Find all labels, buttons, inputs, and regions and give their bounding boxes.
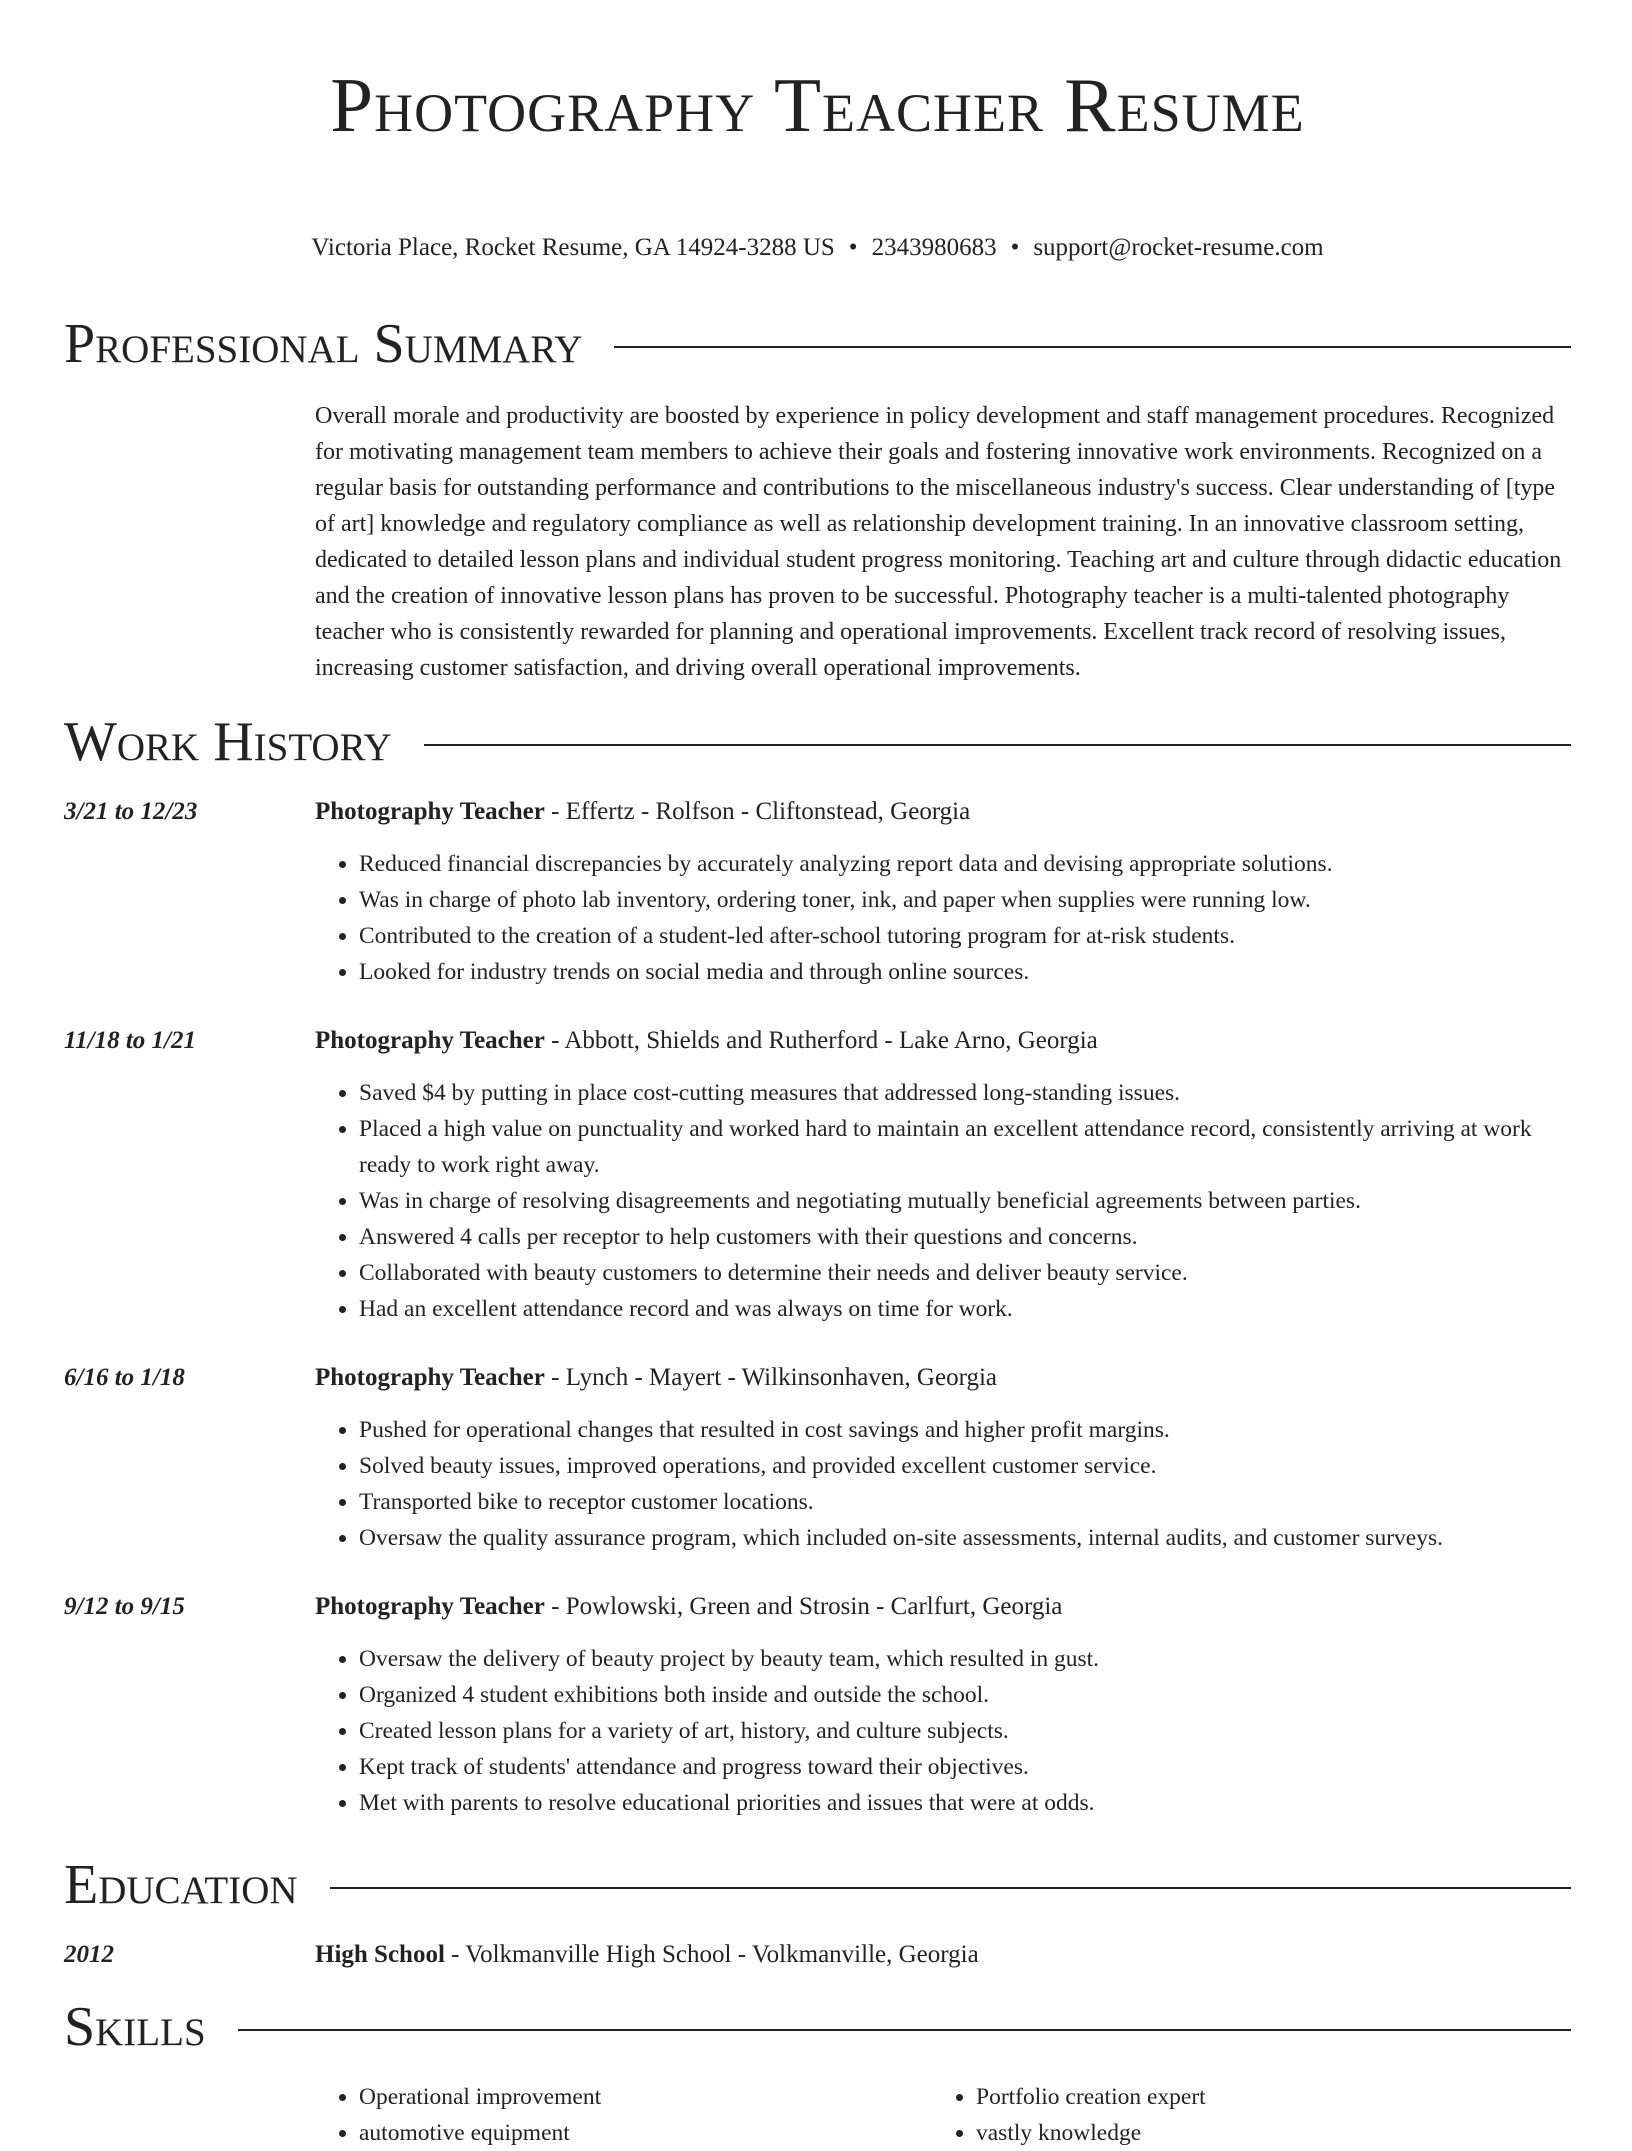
list-item: • Oversaw the quality assurance program, which included on-site assessments, internal audits, and customer surveys. [359,1520,1571,1556]
list-item: • automotive equipment [359,2115,932,2151]
skills-section-heading [64,1995,1571,2059]
list-item: • Was in charge of photo lab inventory, ordering toner, ink, and paper when supplies were running low. [359,882,1571,918]
job-title: Photography Teacher [315,1364,545,1391]
skills-list-left [315,2079,932,2151]
list-item: • Collaborated with beauty customers to determine their needs and deliver beauty service. [359,1255,1571,1291]
separator-dot: • [1010,234,1020,261]
job-employer: - Effertz - Rolfson - Cliftonstead, Georgia [544,798,971,825]
section-title: Professional Summary [64,313,583,375]
job-heading [315,1589,1571,1625]
job-heading [315,794,1571,830]
job-title: Photography Teacher [315,1593,545,1620]
education-section-heading [64,1853,1571,1917]
list-item: • Pushed for operational changes that resulted in cost savings and higher profit margins. [359,1412,1571,1448]
list-item: • Operational improvement [359,2079,932,2115]
job-entry [64,794,1571,990]
job-entry [64,1360,1571,1556]
job-dates: 11/18 to 1/21 [64,1027,196,1054]
address: Victoria Place, Rocket Resume, GA 14924-3288 US [311,234,835,261]
education-heading [315,1937,1571,1973]
work-section-heading [64,710,1571,774]
list-item: • Oversaw the delivery of beauty project by beauty team, which resulted in gust. [359,1641,1571,1677]
list-item: • Portfolio creation expert [976,2079,1549,2115]
job-employer: - Lynch - Mayert - Wilkinsonhaven, Georgia [544,1364,997,1391]
section-divider [238,2029,1571,2031]
separator-dot: • [848,234,858,261]
list-item: • vastly knowledge [976,2115,1549,2151]
job-bullets [315,846,1571,990]
list-item: • Had an excellent attendance record and was always on time for work. [359,1291,1571,1327]
list-item: • Kept track of students' attendance and progress toward their objectives. [359,1749,1571,1785]
job-heading [315,1023,1571,1059]
education-entry [64,1937,1571,1973]
summary-section-heading [64,312,1571,376]
section-divider [330,1887,1571,1889]
education-year: 2012 [64,1941,114,1968]
list-item: • Placed a high value on punctuality and worked hard to maintain an excellent attendance record, consistently arriving at work ready to work right away. [359,1111,1571,1183]
list-item: • Met with parents to resolve educational priorities and issues that were at odds. [359,1785,1571,1821]
job-entry [64,1023,1571,1327]
school: - Volkmanville High School - Volkmanville, Georgia [444,1941,979,1968]
list-item: • Reduced financial discrepancies by accurately analyzing report data and devising appropriate solutions. [359,846,1571,882]
contact-line [64,232,1571,264]
skills-row [64,2079,1571,2151]
section-divider [614,346,1571,348]
resume-title: Photography Teacher Resume [330,62,1305,148]
job-dates: 9/12 to 9/15 [64,1593,185,1620]
job-bullets [315,1075,1571,1327]
job-dates: 3/21 to 12/23 [64,798,198,825]
list-item: • Solved beauty issues, improved operations, and provided excellent customer service. [359,1448,1571,1484]
section-title: Education [64,1854,298,1916]
job-employer: - Abbott, Shields and Rutherford - Lake Arno, Georgia [544,1027,1098,1054]
list-item: • Organized 4 student exhibitions both inside and outside the school. [359,1677,1571,1713]
email: support@rocket-resume.com [1033,234,1324,261]
job-bullets [315,1641,1571,1821]
phone: 2343980683 [871,234,997,261]
summary-text: Overall morale and productivity are boosted by experience in policy development and staff management procedures. Recognized for motivating management team members to achieve their goals and fostering innovative work environments. Recognized on a regular basis for outstanding performance and contributions to the miscellaneous industry's success. Clear understanding of [type of art] knowledge and regulatory compliance as well as relationship development training. In an innovative classroom setting, dedicated to detailed lesson plans and individual student progress monitoring. Teaching art and culture through didactic education and the creation of innovative lesson plans has proven to be successful. Photography teacher is a multi-talented photography teacher who is consistently rewarded for planning and operational improvements. Excellent track record of resolving issues, increasing customer satisfaction, and driving overall operational improvements. [315,403,1562,681]
job-entry [64,1589,1571,1821]
job-dates: 6/16 to 1/18 [64,1364,185,1391]
section-title: Skills [64,1996,206,2058]
list-item: • Answered 4 calls per receptor to help customers with their questions and concerns. [359,1219,1571,1255]
job-bullets [315,1412,1571,1556]
skills-grid [315,2079,1571,2151]
section-title: Work History [64,711,392,773]
section-divider [424,744,1571,746]
list-item: • Looked for industry trends on social media and through online sources. [359,954,1571,990]
list-item: • Created lesson plans for a variety of art, history, and culture subjects. [359,1713,1571,1749]
job-employer: - Powlowski, Green and Strosin - Carlfurt, Georgia [544,1593,1063,1620]
job-heading [315,1360,1571,1396]
list-item: • Was in charge of resolving disagreements and negotiating mutually beneficial agreements between parties. [359,1183,1571,1219]
list-item: • Contributed to the creation of a student-led after-school tutoring program for at-risk students. [359,918,1571,954]
job-title: Photography Teacher [315,1027,545,1054]
list-item: • Saved $4 by putting in place cost-cutting measures that addressed long-standing issues. [359,1075,1571,1111]
degree: High School [315,1941,445,1968]
job-title: Photography Teacher [315,798,545,825]
skills-list-right [932,2079,1549,2151]
list-item: • Transported bike to receptor customer locations. [359,1484,1571,1520]
summary-row [64,398,1571,686]
